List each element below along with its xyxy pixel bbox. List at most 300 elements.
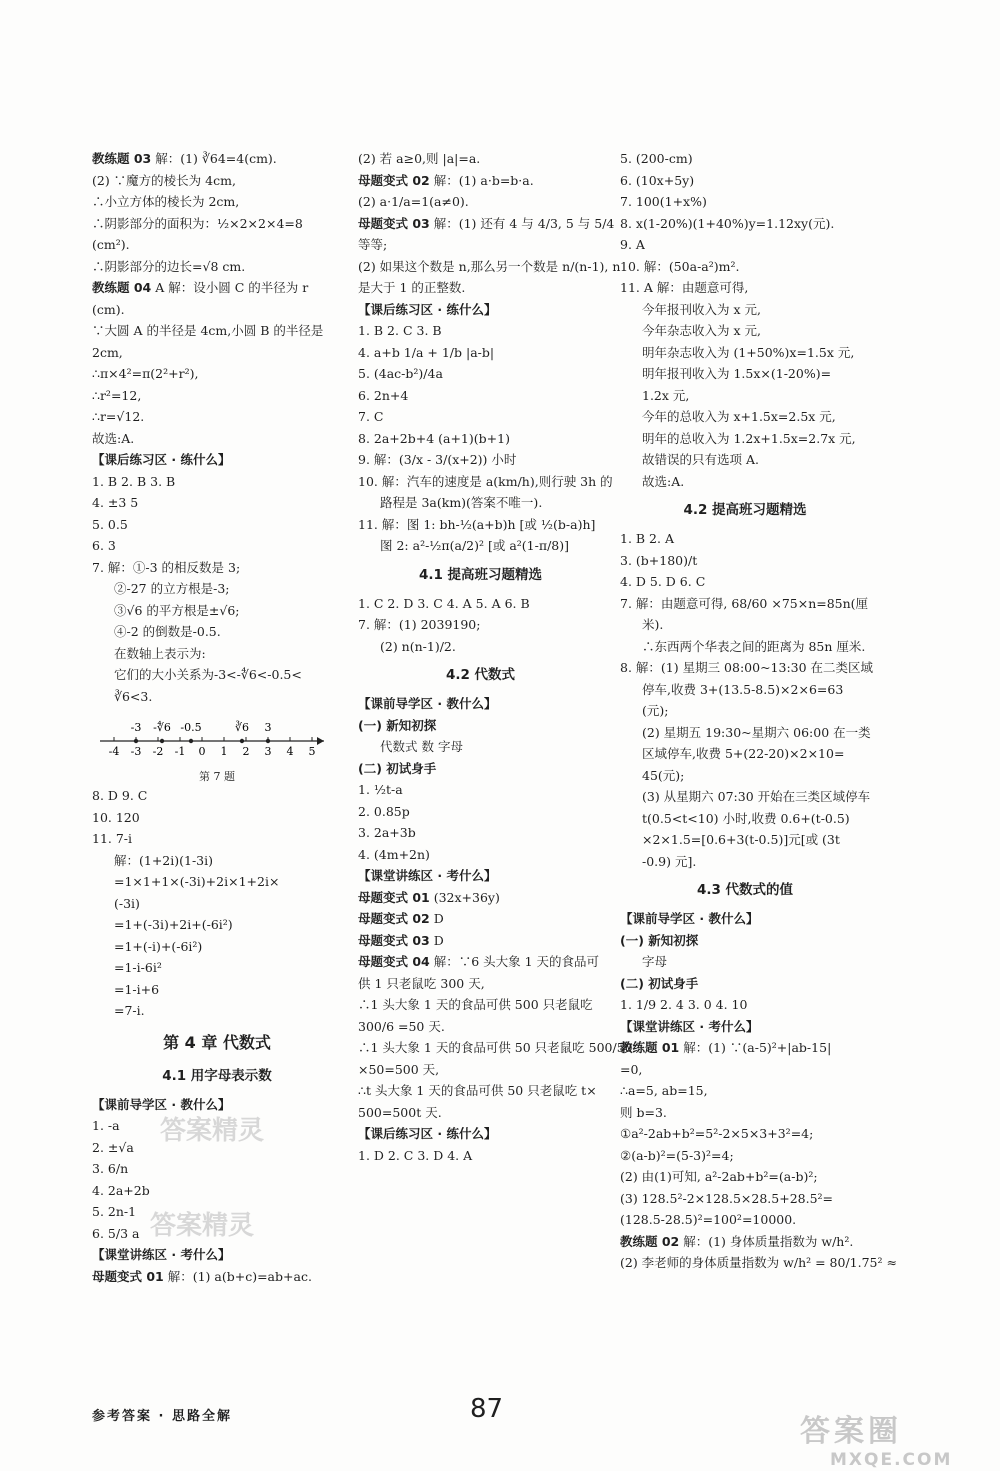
line-text: 5. (4ac-b²)/4a (358, 366, 443, 381)
line-text: 供 1 只老鼠吃 300 天, (358, 975, 485, 991)
line-text: 等等; (358, 237, 388, 252)
line-text: 【课后练习区 · 练什么】 (358, 301, 497, 317)
answer-line (620, 743, 870, 765)
watermark-2: 答案精灵 (150, 1211, 255, 1241)
point-label: 3 (264, 721, 272, 734)
answer-line (620, 449, 870, 471)
line-text: 5. 2n-1 (92, 1204, 137, 1219)
line-text: (一) 新知初探 (358, 717, 437, 733)
line-text: (2) 如果这个数是 n,那么另一个数是 n/(n-1), n (358, 258, 621, 274)
line-text: =1+(-i)+(-6i²) (114, 938, 203, 954)
line-text: 它们的大小关系为-3<-∜6<-0.5< (114, 667, 302, 682)
line-text: ∵大圆 A 的半径是 4cm,小圆 B 的半径是 (92, 323, 324, 338)
line-text: 4. 2a+2b (92, 1182, 150, 1198)
answer-line (620, 994, 870, 1016)
point-label: -0.5 (180, 721, 202, 734)
line-text: 解：(1) a(b+c)=ab+ac. (163, 1268, 312, 1284)
section-title (620, 876, 870, 904)
line-text: ②-27 的立方根是-3; (114, 581, 230, 596)
line-text: (cm²). (92, 237, 130, 252)
line-text: (3) 从星期六 07:30 开始在三类区域停车 (642, 789, 871, 804)
answer-line (620, 951, 870, 973)
line-text: 6. 5/3 a (92, 1225, 140, 1241)
answer-line (358, 385, 603, 407)
answer-line (92, 1266, 342, 1288)
line-text: 7. 100(1+x%) (620, 194, 707, 209)
line-text: t(0.5<t<10) 小时,收费 0.6+(t-0.5) (642, 810, 850, 826)
line-text: (2) 李老师的身体质量指数为 w/h² = 80/1.75² ≈ (620, 1255, 897, 1270)
line-text: (2) 若 a≥0,则 |a|=a. (358, 151, 481, 166)
section-label (620, 973, 870, 995)
answer-line (92, 850, 342, 872)
line-text: 4.2 代数式 (445, 667, 516, 683)
tick-label: 1 (220, 745, 228, 758)
line-text: A 解：设小圆 C 的半径为 r (151, 280, 309, 295)
line-text: 明年报刊收入为 1.5x×(1-20%)= (642, 366, 832, 381)
line-text: =1×1+1×(-3i)+2i×1+2i× (114, 874, 280, 889)
answer-line (620, 471, 870, 493)
answer-line (92, 893, 342, 915)
line-text: 在数轴上表示为: (114, 645, 206, 661)
line-text: 今年杂志收入为 x 元, (642, 323, 761, 338)
tick-label: -3 (130, 745, 142, 758)
answer-line (358, 593, 603, 615)
line-text: 1. B 2. B 3. B (92, 473, 176, 489)
answer-line (620, 1252, 897, 1274)
line-text: 1. ½t-a (358, 782, 403, 797)
answer-line (358, 342, 603, 364)
answer-line (620, 299, 870, 321)
point-label: ∛6 (234, 721, 249, 734)
question-label: 教练题 02 (620, 1233, 680, 1249)
point-dot (189, 739, 193, 743)
line-text: 1. B 2. A (620, 531, 674, 546)
question-label: 母题变式 02 (358, 911, 430, 926)
line-text: 【课堂讲练区 · 考什么】 (358, 868, 497, 883)
answer-line (92, 514, 342, 536)
line-text: 11. A 解：由题意可得, (620, 280, 749, 295)
logo-en: MXQE.COM (830, 1450, 953, 1470)
line-text: (一) 新知初探 (620, 932, 699, 948)
answer-line (92, 213, 342, 235)
section-label (358, 715, 603, 737)
line-text: ③√6 的平方根是±√6; (114, 602, 240, 618)
answer-line (358, 428, 603, 450)
answer-line (92, 828, 342, 850)
question-label: 母题变式 04 (358, 954, 430, 969)
section-title (92, 1062, 342, 1090)
answer-line (620, 320, 870, 342)
answer-line (358, 535, 603, 557)
line-text: 9. A (620, 237, 645, 252)
figure-caption: 第 7 题 (199, 770, 235, 783)
answer-line (92, 600, 342, 622)
line-text: =1-i+6 (114, 981, 160, 997)
line-text: 停车,收费 3+(13.5-8.5)×2×6=63 (642, 681, 844, 697)
answer-line (358, 234, 603, 256)
line-text: 【课后练习区 · 练什么】 (358, 1126, 497, 1141)
line-text: =1+(-3i)+2i+(-6i²) (114, 917, 233, 932)
point-dot (134, 739, 138, 743)
line-text: D (429, 932, 444, 948)
line-text: 【课后练习区 · 练什么】 (92, 452, 231, 467)
answer-line (620, 234, 870, 256)
line-text: 今年的总收入为 x+1.5x=2.5x 元, (642, 409, 836, 424)
answer-line (620, 528, 870, 550)
answer-line (620, 614, 870, 636)
answer-line (620, 1123, 870, 1145)
line-text: ∴东西两个华表之间的距离为 85n 厘米. (642, 638, 866, 654)
section-label (358, 299, 603, 321)
answer-line (358, 1059, 603, 1081)
answer-line (92, 471, 342, 493)
answer-line (358, 256, 621, 278)
answer-line (92, 557, 342, 579)
line-text: 【课前导学区 · 教什么】 (620, 911, 759, 926)
watermark-1: 答案精灵 (160, 1116, 265, 1146)
line-text: (元); (642, 703, 669, 718)
point-dot (240, 739, 244, 743)
number-line-figure (92, 707, 342, 769)
line-text: (3) 128.5²-2×128.5×28.5+28.5²= (620, 1190, 834, 1206)
answer-line (358, 492, 603, 514)
line-text: 4.1 提高班习题精选 (418, 566, 543, 583)
answer-line (92, 406, 342, 428)
line-text: 解：(1+2i)(1-3i) (114, 852, 214, 868)
answer-line (358, 514, 603, 536)
line-text: =7-i. (114, 1003, 145, 1018)
line-text: -0.9) 元]. (642, 853, 697, 869)
section-label (358, 1123, 603, 1145)
question-label: 母题变式 03 (358, 215, 430, 231)
answer-line (92, 535, 342, 557)
answer-line (620, 851, 870, 873)
line-text: ①a²-2ab+b²=5²-2×5×3+3²=4; (620, 1126, 814, 1141)
line-text: 4. D 5. D 6. C (620, 574, 706, 589)
line-text: 路程是 3a(km)(答案不唯一). (380, 495, 543, 510)
answer-line (92, 234, 342, 256)
line-text: 45(元); (642, 767, 685, 783)
line-text: 图 2: a²-½π(a/2)² [或 a²(1-π/8)] (380, 538, 569, 553)
line-text: ∴小立方体的棱长为 2cm, (92, 194, 240, 209)
answer-line (620, 808, 870, 830)
answer-line (620, 213, 870, 235)
answer-line (358, 951, 603, 973)
line-text: 3. 6/n (92, 1161, 129, 1176)
answer-line (620, 786, 870, 808)
answer-line (620, 256, 870, 278)
answer-line (92, 363, 342, 385)
answer-line (358, 170, 603, 192)
answer-line (92, 578, 342, 600)
answer-line (620, 657, 874, 679)
answer-line (358, 736, 603, 758)
question-label: 教练题 03 (92, 151, 152, 166)
answer-line (92, 871, 342, 893)
line-text: 2. 0.85p (358, 803, 410, 819)
line-text: (2) a·1/a=1(a≠0). (358, 194, 469, 209)
question-label: 教练题 04 (92, 280, 152, 295)
tick-label: 0 (198, 745, 206, 758)
line-text: 8. D 9. C (92, 788, 148, 803)
line-text: ∴a=5, ab=15, (620, 1083, 708, 1098)
section-label (358, 693, 603, 715)
answer-line (358, 930, 603, 952)
line-text: 解：∵6 头大象 1 天的食品可 (429, 954, 600, 969)
answer-line (92, 914, 342, 936)
answer-line (358, 320, 603, 342)
tick-label: -2 (152, 745, 164, 758)
line-text: 代数式 数 字母 (380, 739, 463, 754)
answer-line (620, 679, 870, 701)
answer-line (620, 593, 870, 615)
line-text: 4.3 代数式的值 (696, 882, 794, 898)
line-text: ∴阴影部分的边长=√8 cm. (92, 258, 246, 274)
answer-line (92, 428, 342, 450)
answer-line (620, 700, 870, 722)
answer-line (92, 936, 342, 958)
line-text: 1. -a (92, 1118, 120, 1133)
line-text: 解：(1) 身体质量指数为 w/h². (679, 1233, 854, 1249)
line-text: 今年报刊收入为 x 元, (642, 301, 761, 317)
answer-line (92, 256, 342, 278)
answer-line (358, 779, 603, 801)
answer-line (358, 844, 603, 866)
answer-line (358, 994, 603, 1016)
line-text: 5. 0.5 (92, 516, 128, 532)
answer-line (620, 1059, 870, 1081)
answer-line (92, 664, 342, 686)
answer-line (358, 277, 603, 299)
line-text: (2) ∵魔方的棱长为 4cm, (92, 172, 236, 188)
line-text: 8. 2a+2b+4 (a+1)(b+1) (358, 430, 510, 446)
answer-line (92, 277, 342, 299)
line-text: 1. D 2. C 3. D 4. A (358, 1147, 473, 1163)
line-text: 【课前导学区 · 教什么】 (92, 1096, 231, 1112)
tick-label: -4 (108, 745, 120, 758)
line-text: 7. C (358, 409, 384, 424)
line-text: 【课堂讲练区 · 考什么】 (620, 1018, 759, 1034)
line-text: 7. 解：①-3 的相反数是 3; (92, 559, 241, 575)
answer-line (92, 299, 342, 321)
answer-line (620, 363, 870, 385)
answer-line (358, 449, 603, 471)
answer-line (620, 765, 870, 787)
line-text: (2) 星期五 19:30~星期六 06:00 在一类 (642, 724, 871, 740)
answer-line (358, 614, 603, 636)
line-text: D (429, 911, 444, 926)
line-text: 1. C 2. D 3. C 4. A 5. A 6. B (358, 595, 530, 611)
line-text: 解：(1) a·b=b·a. (429, 172, 534, 188)
answer-line (92, 170, 342, 192)
line-text: 是大于 1 的正整数. (358, 280, 466, 295)
question-label: 母题变式 01 (92, 1268, 164, 1284)
answer-line (92, 686, 342, 708)
answer-line (620, 829, 870, 851)
tick-label: 3 (264, 745, 272, 758)
answer-line (92, 957, 342, 979)
line-text: (二) 初试身手 (620, 975, 699, 991)
section-label (358, 865, 603, 887)
line-text: 5. (200-cm) (620, 151, 693, 166)
answer-line (358, 471, 613, 493)
line-text: 第 4 章 代数式 (163, 1032, 271, 1052)
answer-line (92, 148, 342, 170)
line-text: 故选:A. (642, 473, 685, 489)
answer-line (358, 1080, 603, 1102)
section-title (358, 661, 603, 689)
answer-line (620, 385, 870, 407)
answer-line (620, 1080, 870, 1102)
point-dot (160, 739, 164, 743)
number-line (92, 707, 332, 769)
line-text: 1. B 2. C 3. B (358, 323, 442, 338)
answer-line (92, 385, 342, 407)
line-text: 解：(1) ∛64=4(cm). (151, 151, 277, 166)
question-label: 母题变式 01 (358, 889, 430, 905)
answer-line (358, 1145, 603, 1167)
line-text: 1. 1/9 2. 4 3. 0 4. 10 (620, 997, 748, 1012)
section-label (358, 758, 603, 780)
tick-label: -1 (174, 745, 186, 758)
line-text: 【课堂讲练区 · 考什么】 (92, 1247, 231, 1262)
answer-line (358, 1016, 603, 1038)
line-text: ④-2 的倒数是-0.5. (114, 624, 221, 639)
answer-line (620, 342, 870, 364)
question-label: 母题变式 02 (358, 172, 430, 188)
line-text: 10. 解：(50a-a²)m². (620, 258, 740, 274)
section-label (620, 908, 870, 930)
answer-line (620, 1166, 870, 1188)
line-text: ×50=500 天, (358, 1061, 440, 1077)
line-text: 区域停车,收费 5+(22-20)×2×10= (642, 746, 845, 761)
line-text: 8. 解：(1) 星期三 08:00~13:30 在二类区域 (620, 660, 874, 675)
line-text: 3. 2a+3b (358, 825, 416, 840)
line-text: ∴1 头大象 1 天的食品可供 500 只老鼠吃 (358, 997, 593, 1012)
line-text: 【课前导学区 · 教什么】 (358, 696, 497, 711)
answer-line (358, 801, 603, 823)
answer-line (358, 1102, 603, 1124)
line-text: 7. 解：由题意可得, 68/60 ×75×n=85n(厘 (620, 595, 869, 611)
answer-line (358, 973, 603, 995)
line-text: 解：(1) 还有 4 与 4/3, 5 与 5/4 (429, 215, 615, 231)
answer-line (92, 342, 342, 364)
answer-line (92, 621, 342, 643)
answer-line (620, 170, 870, 192)
line-text: 字母 (642, 954, 668, 969)
line-text: 3. (b+180)/t (620, 552, 698, 568)
line-text: (-3i) (114, 895, 140, 911)
line-text: ∛6<3. (114, 688, 153, 704)
line-text: 10. 120 (92, 809, 140, 825)
tick-label: 5 (308, 745, 316, 758)
answer-line (92, 643, 342, 665)
line-text: (32x+36y) (429, 889, 500, 905)
footer-title: 参考答案 · 思路全解 (92, 1409, 232, 1424)
line-text: 4. a+b 1/a + 1/b |a-b| (358, 344, 495, 360)
line-text: 11. 解：图 1: bh-½(a+b)h [或 ½(b-a)h] (358, 516, 596, 532)
line-text: 7. 解：(1) 2039190; (358, 617, 481, 632)
line-text: (cm). (92, 301, 125, 317)
line-text: 2cm, (92, 344, 123, 360)
line-text: 4. (4m+2n) (358, 846, 430, 862)
answer-line (620, 428, 870, 450)
answer-line (620, 550, 870, 572)
axis-arrow (317, 737, 324, 745)
line-text: 6. (10x+5y) (620, 172, 695, 188)
line-text: (2) n(n-1)/2. (380, 638, 456, 654)
line-text: ∴1 头大象 1 天的食品可供 50 只老鼠吃 500/50 (358, 1040, 633, 1055)
answer-line (92, 785, 342, 807)
point-label: -3 (130, 721, 142, 734)
line-text: 解：(1) ∵(a-5)²+|ab-15| (679, 1040, 832, 1055)
line-text: =1-i-6i² (114, 960, 162, 975)
answer-line (92, 320, 342, 342)
answer-line (358, 822, 603, 844)
line-text: 1.2x 元, (642, 387, 690, 403)
line-text: ∴r²=12, (92, 387, 142, 403)
column-right (620, 148, 897, 1274)
answer-line (358, 636, 603, 658)
answer-line (620, 1188, 870, 1210)
section-title (358, 561, 603, 589)
answer-line (620, 722, 870, 744)
answer-line (620, 1209, 870, 1231)
answer-line (620, 1145, 870, 1167)
line-text: 6. 3 (92, 538, 116, 553)
line-text: 米). (642, 617, 664, 632)
question-label: 母题变式 03 (358, 932, 430, 948)
answer-line (358, 191, 603, 213)
line-text: 8. x(1-20%)(1+40%)y=1.12xy(元). (620, 215, 835, 231)
answer-line (92, 492, 342, 514)
answer-line (92, 979, 342, 1001)
answer-line (92, 191, 342, 213)
line-text: 明年杂志收入为 (1+50%)x=1.5x 元, (642, 344, 855, 360)
line-text: 4.1 用字母表示数 (162, 1067, 272, 1084)
line-text: 6. 2n+4 (358, 387, 409, 403)
answer-line (620, 406, 870, 428)
answer-line (620, 191, 870, 213)
logo-cn: 答案圈 (800, 1414, 902, 1449)
answer-line (92, 1180, 342, 1202)
section-label (620, 930, 870, 952)
answer-line (620, 571, 870, 593)
tick-label: 4 (286, 745, 294, 758)
line-text: (二) 初试身手 (358, 760, 437, 776)
line-text: 11. 7-i (92, 831, 133, 846)
answer-line (358, 887, 603, 909)
point-dot (266, 739, 270, 743)
line-text: (2) 由(1)可知, a²-2ab+b²=(a-b)²; (620, 1169, 818, 1184)
line-text: ×2×1.5=[0.6+3(t-0.5)]元[或 (3t (642, 832, 840, 847)
line-text: 9. 解：(3/x - 3/(x+2)) 小时 (358, 452, 517, 467)
line-text: 4. ±3 5 (92, 495, 139, 510)
line-text: 2. ±√a (92, 1139, 134, 1155)
line-text: 明年的总收入为 1.2x+1.5x=2.7x 元, (642, 430, 856, 446)
answer-line (620, 636, 870, 658)
line-text: ∴t 头大象 1 天的食品可供 50 只老鼠吃 t× (358, 1083, 597, 1098)
answer-line (92, 807, 342, 829)
line-text: =0, (620, 1061, 643, 1077)
answer-line (358, 1037, 633, 1059)
answer-line (620, 277, 870, 299)
answer-line (358, 908, 603, 930)
answer-line (358, 213, 615, 235)
line-text: 则 b=3. (620, 1104, 667, 1120)
line-text: ∴阴影部分的面积为：½×2×2×4=8 (92, 215, 303, 231)
answer-line (620, 1102, 870, 1124)
